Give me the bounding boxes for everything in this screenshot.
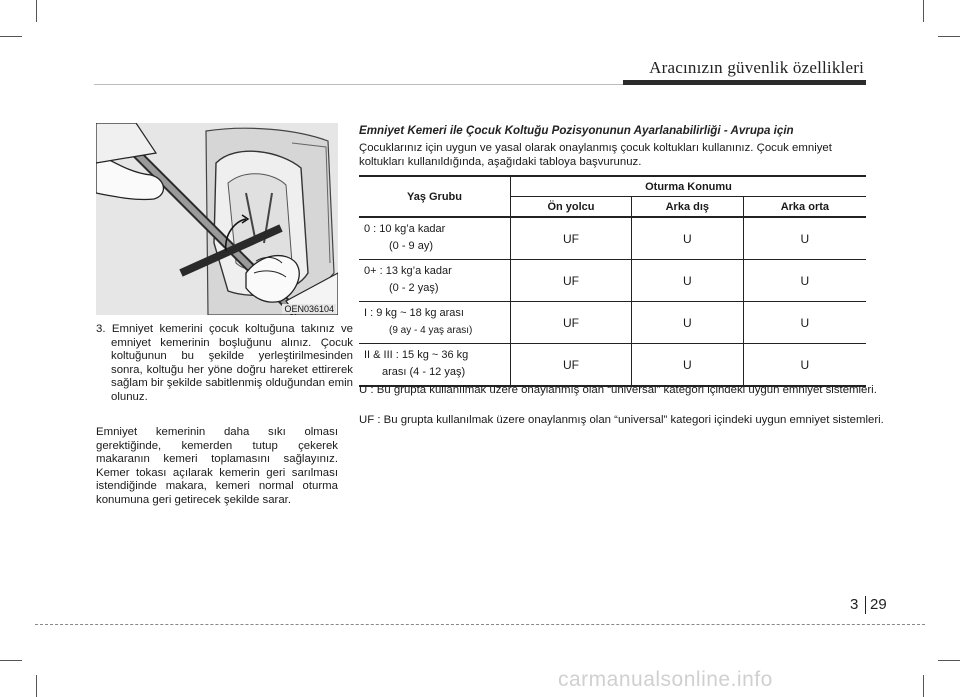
table-title: Emniyet Kemeri ile Çocuk Koltuğu Pozisyonunun Ayarlanabilirliği - Avrupa için <box>359 124 794 137</box>
value-cell: U <box>743 302 866 344</box>
table-row <box>359 344 866 387</box>
col-header-rear-outboard: Arka dış <box>631 197 743 218</box>
page-number-separator <box>865 596 866 614</box>
group-age: (0 - 9 ay) <box>389 240 434 252</box>
note-uf: UF : Bu grupta kullanılmak üzere onaylanmış olan “universal” kategori içindeki uygun emniyet sistemleri. <box>359 414 884 426</box>
group-age: (0 - 2 yaş) <box>389 282 439 294</box>
crop-mark <box>923 0 924 22</box>
watermark-text: carmanualsonline.info <box>558 668 773 691</box>
header-bar <box>623 80 866 85</box>
step-3-text: 3. Emniyet kemerini çocuk koltuğuna takınız ve emniyet kemerinin boşluğunu alınız. Çocuk koltuğunun bu şekilde yerleştirilmesinden sonra, koltuğu her yöne doğru hareket ettirerek sağlam bir şekilde sabitlenmiş olduğundan emin olunuz. <box>96 323 353 403</box>
crop-mark <box>36 0 37 22</box>
value-cell: U <box>743 344 866 387</box>
child-seat-illustration <box>96 123 338 315</box>
value-cell: UF <box>511 260 632 302</box>
group-cell <box>359 344 511 387</box>
chapter-number: 3 <box>850 596 859 613</box>
belt-retractor-paragraph: Emniyet kemerinin daha sıkı olması gerektiğinde, kemerden tutup çekerek makaranın kemeri toplamasını sağlayınız. Kemer tokası açılarak kemerin geri sarılması istendiğinde makara, kemeri normal oturma konumuna geri getirecek şekilde sarar. <box>96 426 338 506</box>
value-cell: UF <box>511 302 632 344</box>
value-cell: U <box>631 302 743 344</box>
crop-mark <box>923 675 924 697</box>
child-seat-drawing <box>96 123 338 315</box>
group-weight: 0+ : 13 kg’a kadar <box>364 265 452 277</box>
value-cell: UF <box>511 344 632 387</box>
crop-mark <box>0 36 22 37</box>
crop-mark <box>938 660 960 661</box>
value-cell: U <box>631 217 743 260</box>
intro-text: Çocuklarınız için uygun ve yasal olarak onaylanmış çocuk koltukları kullanınız. Çocuk emniyet koltukları kullanıldığında, aşağıdaki tabloya başvurunuz. <box>359 142 832 168</box>
crop-mark <box>938 36 960 37</box>
value-cell: U <box>743 217 866 260</box>
group-cell <box>359 302 511 344</box>
crop-mark <box>0 660 22 661</box>
group-age: arası (4 - 12 yaş) <box>382 366 466 378</box>
footer-divider <box>35 624 925 625</box>
section-title: Aracınızın güvenlik özellikleri <box>649 58 864 77</box>
group-weight: II & III : 15 kg ~ 36 kg <box>364 349 469 361</box>
col-header-age-group: Yaş Grubu <box>359 176 511 217</box>
table-row <box>359 302 866 344</box>
crop-mark <box>36 675 37 697</box>
col-header-front-passenger: Ön yolcu <box>511 197 632 218</box>
value-cell: U <box>743 260 866 302</box>
value-cell: UF <box>511 217 632 260</box>
table-header-row <box>359 176 866 197</box>
seat-suitability-table <box>359 175 866 387</box>
col-header-seating-position: Oturma Konumu <box>511 176 867 197</box>
table-row <box>359 217 866 260</box>
value-cell: U <box>631 260 743 302</box>
note-u: U : Bu grupta kullanılmak üzere onaylanmış olan “universal” kategori içindeki uygun emniyet sistemleri. <box>359 384 877 396</box>
value-cell: U <box>631 344 743 387</box>
group-age: (9 ay - 4 yaş arası) <box>389 325 473 336</box>
figure-code: OEN036104 <box>284 304 334 314</box>
group-weight: I : 9 kg ~ 18 kg arası <box>364 307 464 319</box>
group-cell <box>359 260 511 302</box>
page-number: 29 <box>870 596 887 613</box>
table-row <box>359 260 866 302</box>
group-weight: 0 : 10 kg’a kadar <box>364 223 446 235</box>
col-header-rear-center: Arka orta <box>743 197 866 218</box>
group-cell <box>359 217 511 260</box>
